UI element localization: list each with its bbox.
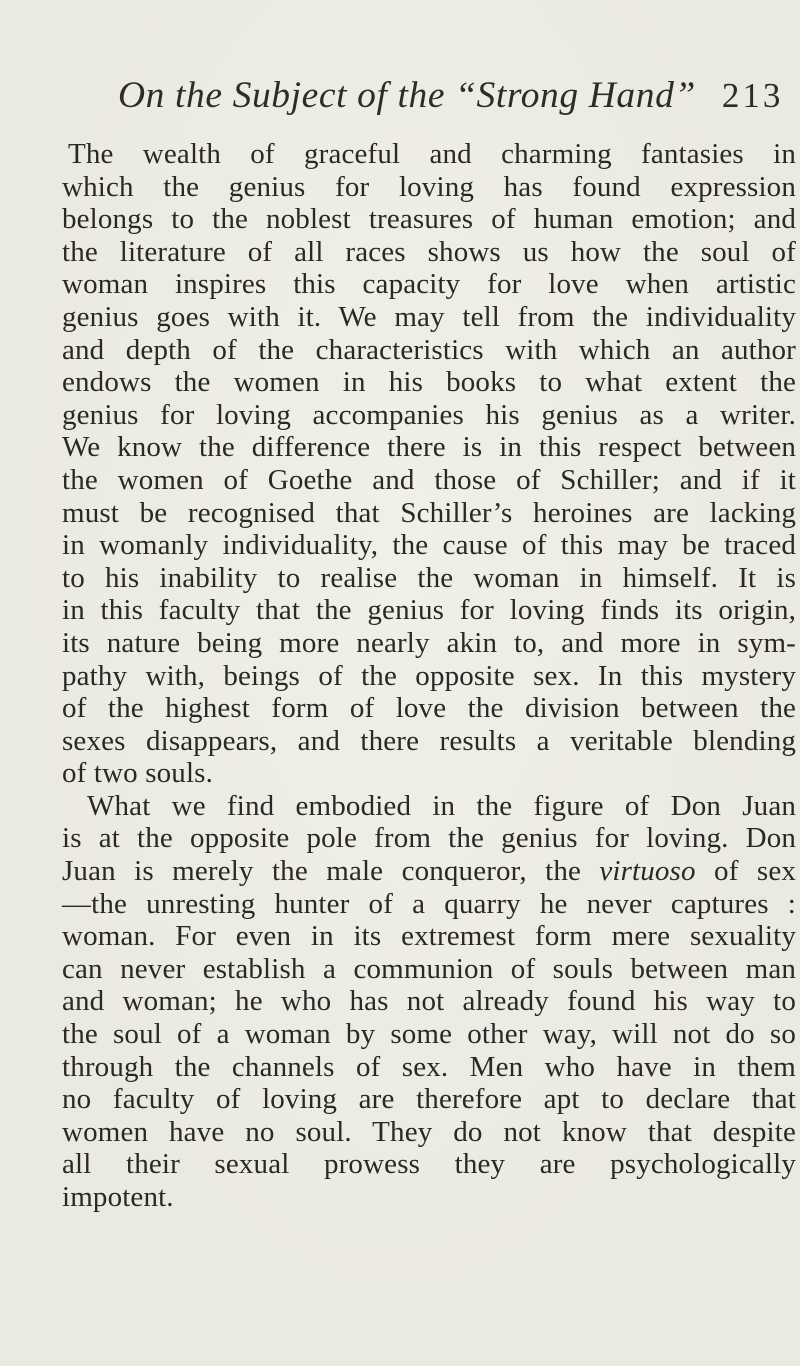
text-line: the women of Goethe and those of Schiller; and if it [62, 463, 796, 496]
text-segment: Juan is merely the male conqueror, the [62, 855, 581, 888]
text-line: can never establish a communion of souls between man [62, 952, 796, 985]
text-line: pathy with, beings of the opposite sex. In this mystery [62, 659, 796, 692]
text-line: must be recognised that Schiller’s heroines are lacking [62, 496, 796, 529]
text-line: —the unresting hunter of a quarry he never captures : [62, 887, 796, 920]
text-line: endows the women in his books to what extent the [62, 366, 796, 399]
text-line: woman inspires this capacity for love when artistic [62, 268, 796, 301]
paragraph-1 [62, 138, 796, 790]
text-line: impotent. [62, 1181, 174, 1213]
text-segment: of sex [714, 855, 796, 888]
text-line: and depth of the characteristics with which an author [62, 333, 796, 366]
text-line: genius goes with it. We may tell from the individuality [62, 300, 796, 333]
text-line: of the highest form of love the division between the [62, 692, 796, 725]
text-line: is at the opposite pole from the genius for loving. Don [62, 822, 796, 855]
italic-term: virtuoso [599, 855, 696, 888]
text-line: in womanly individuality, the cause of this may be traced [62, 529, 796, 562]
text-line: genius for loving accompanies his genius as a writer. [62, 398, 796, 431]
running-head [118, 74, 798, 124]
text-line: We know the difference there is in this respect between [62, 431, 796, 464]
text-line: women have no soul. They do not know that despite [62, 1115, 796, 1148]
paragraph-2 [62, 790, 796, 1214]
text-line: all their sexual prowess they are psychologically [62, 1148, 796, 1181]
page-number: 213 [721, 76, 784, 115]
text-line: through the channels of sex. Men who have in them [62, 1050, 796, 1083]
body-text [62, 138, 796, 1214]
text-line: sexes disappears, and there results a veritable blending [62, 724, 796, 757]
text-line: which the genius for loving has found expression [62, 170, 796, 203]
text-line: belongs to the noblest treasures of human emotion; and [62, 203, 796, 236]
text-line: its nature being more nearly akin to, and more in sym- [62, 626, 796, 659]
text-line: The wealth of graceful and charming fantasies in [68, 138, 796, 170]
text-line: the literature of all races shows us how the soul of [62, 235, 796, 268]
text-line-mixed [62, 855, 796, 888]
text-line: in this faculty that the genius for loving finds its origin, [62, 594, 796, 627]
text-line: the soul of a woman by some other way, will not do so [62, 1018, 796, 1051]
running-title: On the Subject of the “Strong Hand” [118, 75, 696, 116]
text-line: What we find embodied in the figure of Don Juan [87, 789, 796, 822]
text-line: no faculty of loving are therefore apt to declare that [62, 1083, 796, 1116]
text-line: of two souls. [62, 757, 213, 790]
text-line: woman. For even in its extremest form mere sexuality [62, 920, 796, 953]
text-line: and woman; he who has not already found his way to [62, 985, 796, 1018]
text-line: to his inability to realise the woman in himself. It is [62, 561, 796, 594]
